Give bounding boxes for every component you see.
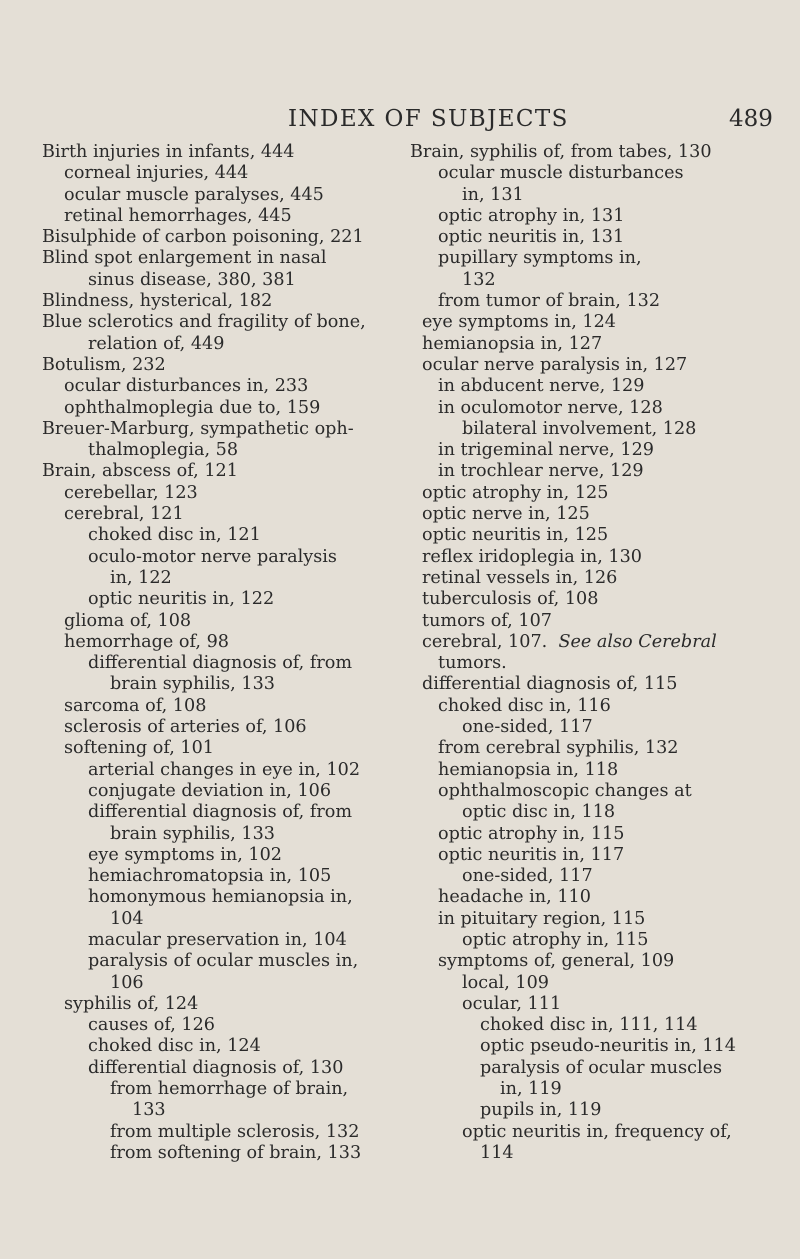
index-entry-text: optic neuritis in, frequency of, <box>462 1121 732 1142</box>
index-entry <box>42 504 387 525</box>
index-entry-text: in trigeminal nerve, 129 <box>438 440 654 461</box>
index-entry <box>410 632 770 653</box>
index-entry <box>410 483 770 504</box>
index-entry <box>42 547 387 568</box>
index-entry <box>410 887 770 908</box>
index-entry-text: choked disc in, 116 <box>438 695 611 716</box>
index-entry-text: sarcoma of, 108 <box>64 695 207 716</box>
index-entry <box>410 163 770 184</box>
index-entry-text: sclerosis of arteries of, 106 <box>64 717 307 738</box>
index-entry <box>410 1079 770 1100</box>
index-entry-text: paralysis of ocular muscles in, <box>88 951 359 972</box>
index-entry-text: 106 <box>110 972 144 993</box>
index-entry <box>410 419 770 440</box>
index-entry-text: cerebral, 121 <box>64 504 184 525</box>
right-index-column <box>410 142 770 1164</box>
index-entry <box>42 291 387 312</box>
index-entry <box>42 781 387 802</box>
index-entry <box>410 738 770 759</box>
page-header <box>0 106 800 136</box>
index-entry <box>410 824 770 845</box>
index-entry-text: relation of, 449 <box>88 333 225 354</box>
index-entry-text: Blind spot enlargement in nasal <box>42 248 327 269</box>
index-entry <box>410 525 770 546</box>
index-entry-text: glioma of, 108 <box>64 610 192 631</box>
index-entry-text: in pituitary region, 115 <box>438 908 646 929</box>
index-entry <box>42 525 387 546</box>
index-entry-text: optic neuritis in, 122 <box>88 589 275 610</box>
index-entry <box>410 142 770 163</box>
index-entry-text: ocular nerve paralysis in, 127 <box>422 354 688 375</box>
index-entry-text: conjugate deviation in, 106 <box>88 780 332 801</box>
index-entry <box>42 312 387 333</box>
index-entry <box>42 909 387 930</box>
index-entry <box>42 611 387 632</box>
index-entry <box>410 589 770 610</box>
index-entry <box>42 419 387 440</box>
index-entry-text: hemorrhage of, 98 <box>64 631 229 652</box>
index-entry <box>410 845 770 866</box>
left-index-column <box>42 142 387 1164</box>
index-entry-text: optic disc in, 118 <box>462 802 616 823</box>
index-entry <box>42 632 387 653</box>
index-entry <box>410 334 770 355</box>
index-entry <box>42 1100 387 1121</box>
index-entry-text: differential diagnosis of, 115 <box>422 674 678 695</box>
index-entry <box>42 461 387 482</box>
index-entry <box>42 1015 387 1036</box>
index-entry-text: in trochlear nerve, 129 <box>438 461 644 482</box>
index-entry <box>410 674 770 695</box>
index-entry-text: pupils in, 119 <box>480 1100 602 1121</box>
index-entry <box>42 440 387 461</box>
index-entry <box>410 781 770 802</box>
index-entry <box>42 696 387 717</box>
index-entry <box>42 887 387 908</box>
index-entry <box>42 653 387 674</box>
index-entry-text: Botulism, 232 <box>42 354 166 375</box>
index-entry-text: arterial changes in eye in, 102 <box>88 759 361 780</box>
index-entry <box>42 1036 387 1057</box>
index-entry <box>410 1036 770 1057</box>
index-entry <box>410 866 770 887</box>
index-entry-text: tumors of, 107 <box>422 610 552 631</box>
index-entry <box>410 1122 770 1143</box>
index-entry-text: Breuer-Marburg, sympathetic oph- <box>42 418 354 439</box>
index-entry <box>42 270 387 291</box>
index-entry-text: optic nerve in, 125 <box>422 504 590 525</box>
index-entry-text: local, 109 <box>462 972 549 993</box>
index-entry <box>410 227 770 248</box>
index-entry-text: cerebral, 107. <box>422 631 548 652</box>
index-entry-text: hemianopsia in, 127 <box>422 333 603 354</box>
index-entry-text: syphilis of, 124 <box>64 993 199 1014</box>
index-entry <box>410 653 770 674</box>
index-entry-text: thalmoplegia, 58 <box>88 440 239 461</box>
index-entry <box>410 973 770 994</box>
index-entry-text: homonymous hemianopsia in, <box>88 887 353 908</box>
index-entry <box>42 866 387 887</box>
index-entry-text: optic pseudo-neuritis in, 114 <box>480 1036 736 1057</box>
index-entry-text: cerebellar, 123 <box>64 482 198 503</box>
index-entry-text: paralysis of ocular muscles <box>480 1057 723 1078</box>
index-entry <box>410 248 770 269</box>
index-entry <box>42 930 387 951</box>
index-entry <box>42 589 387 610</box>
index-entry <box>410 760 770 781</box>
index-entry-text: tuberculosis of, 108 <box>422 589 599 610</box>
index-entry <box>42 248 387 269</box>
index-entry-text: Blue sclerotics and fragility of bone, <box>42 312 366 333</box>
index-entry <box>410 504 770 525</box>
index-entry-text: symptoms of, general, 109 <box>438 951 675 972</box>
index-entry <box>410 951 770 972</box>
index-entry-text: eye symptoms in, 124 <box>422 312 616 333</box>
index-entry-text: brain syphilis, 133 <box>110 674 275 695</box>
index-entry <box>42 185 387 206</box>
index-entry <box>410 440 770 461</box>
index-entry <box>410 291 770 312</box>
index-entry <box>410 696 770 717</box>
index-entry-text: in, 131 <box>462 184 524 205</box>
index-entry <box>42 1143 387 1164</box>
index-entry <box>42 1058 387 1079</box>
index-entry <box>410 185 770 206</box>
index-entry <box>410 611 770 632</box>
index-entry <box>42 760 387 781</box>
page-number: 489 <box>729 106 773 132</box>
index-entry-text: sinus disease, 380, 381 <box>88 269 296 290</box>
index-entry-text: ophthalmoplegia due to, 159 <box>64 397 321 418</box>
index-entry-text: 132 <box>462 269 496 290</box>
index-entry <box>42 973 387 994</box>
index-entry-text: in, 122 <box>110 567 172 588</box>
index-entry <box>42 398 387 419</box>
index-entry <box>410 1015 770 1036</box>
index-entry <box>410 909 770 930</box>
index-entry-text: hemiachromatopsia in, 105 <box>88 866 332 887</box>
index-entry-text: tumors. <box>438 653 507 674</box>
index-entry <box>42 951 387 972</box>
index-entry <box>410 461 770 482</box>
index-entry <box>42 483 387 504</box>
index-entry-text: from tumor of brain, 132 <box>438 291 661 312</box>
index-entry-text: optic neuritis in, 125 <box>422 525 609 546</box>
index-entry-text: bilateral involvement, 128 <box>462 418 697 439</box>
index-entry-text: oculo-motor nerve paralysis <box>88 546 337 567</box>
index-entry <box>42 142 387 163</box>
index-entry-text: differential diagnosis of, from <box>88 802 353 823</box>
index-entry-text: 133 <box>132 1100 166 1121</box>
index-entry <box>410 994 770 1015</box>
index-entry-text: differential diagnosis of, from <box>88 653 353 674</box>
index-entry-text: from multiple sclerosis, 132 <box>110 1121 360 1142</box>
index-entry-text: Bisulphide of carbon poisoning, 221 <box>42 227 364 248</box>
index-entry <box>42 994 387 1015</box>
index-entry <box>410 398 770 419</box>
index-entry-text: in, 119 <box>500 1079 562 1100</box>
index-entry <box>410 376 770 397</box>
index-entry-text: eye symptoms in, 102 <box>88 844 282 865</box>
index-entry-text: ocular muscle disturbances <box>438 163 684 184</box>
index-entry-text: causes of, 126 <box>88 1015 215 1036</box>
index-entry-text: choked disc in, 121 <box>88 525 261 546</box>
index-entry <box>42 1122 387 1143</box>
index-entry <box>42 334 387 355</box>
index-entry-text: differential diagnosis of, 130 <box>88 1057 344 1078</box>
index-entry-text: pupillary symptoms in, <box>438 248 642 269</box>
index-entry-text: optic atrophy in, 125 <box>422 482 609 503</box>
index-entry-text: choked disc in, 111, 114 <box>480 1015 698 1036</box>
index-entry-text: from cerebral syphilis, 132 <box>438 738 679 759</box>
index-entry <box>410 206 770 227</box>
index-entry <box>42 674 387 695</box>
index-entry <box>42 802 387 823</box>
index-entry-text: retinal hemorrhages, 445 <box>64 205 292 226</box>
index-entry-text: from softening of brain, 133 <box>110 1142 362 1163</box>
index-entry-text: reflex iridoplegia in, 130 <box>422 546 642 567</box>
index-entry-text: macular preservation in, 104 <box>88 929 347 950</box>
index-entry <box>42 824 387 845</box>
index-entry-text: ophthalmoscopic changes at <box>438 780 692 801</box>
index-entry-text: in oculomotor nerve, 128 <box>438 397 663 418</box>
index-entry <box>410 547 770 568</box>
index-entry-text: corneal injuries, 444 <box>64 163 249 184</box>
page-title: INDEX OF SUBJECTS <box>288 106 569 132</box>
index-entry-text: optic atrophy in, 115 <box>438 823 625 844</box>
index-entry <box>410 355 770 376</box>
index-entry-text: from hemorrhage of brain, <box>110 1079 349 1100</box>
index-entry-text: optic atrophy in, 131 <box>438 205 625 226</box>
index-entry <box>410 1058 770 1079</box>
index-entry <box>410 930 770 951</box>
index-entry <box>42 845 387 866</box>
index-entry <box>42 568 387 589</box>
index-entry <box>410 312 770 333</box>
index-entry-text: brain syphilis, 133 <box>110 823 275 844</box>
index-entry <box>42 355 387 376</box>
index-entry-text: ocular muscle paralyses, 445 <box>64 184 324 205</box>
index-entry-text: Blindness, hysterical, 182 <box>42 291 273 312</box>
index-entry <box>42 227 387 248</box>
index-entry-text: ocular disturbances in, 233 <box>64 376 309 397</box>
index-entry-text: 114 <box>480 1142 514 1163</box>
index-entry <box>410 270 770 291</box>
index-entry <box>42 738 387 759</box>
index-entry <box>410 1143 770 1164</box>
index-entry-text: Brain, syphilis of, from tabes, 130 <box>410 142 712 162</box>
see-also-reference: See also Cerebral <box>558 631 717 652</box>
index-entry-text: one-sided, 117 <box>462 717 593 738</box>
index-entry <box>42 717 387 738</box>
index-entry <box>42 163 387 184</box>
index-entry <box>42 376 387 397</box>
index-entry-text: optic neuritis in, 117 <box>438 844 625 865</box>
index-entry-text: optic atrophy in, 115 <box>462 929 649 950</box>
index-entry-text: choked disc in, 124 <box>88 1036 261 1057</box>
index-entry-text: retinal vessels in, 126 <box>422 567 618 588</box>
index-entry-text: hemianopsia in, 118 <box>438 759 619 780</box>
index-entry <box>410 1100 770 1121</box>
index-entry <box>42 206 387 227</box>
index-entry-text: optic neuritis in, 131 <box>438 227 625 248</box>
index-entry-text: Brain, abscess of, 121 <box>42 461 238 482</box>
index-entry-text: 104 <box>110 908 144 929</box>
index-entry <box>410 568 770 589</box>
index-entry-text: in abducent nerve, 129 <box>438 376 645 397</box>
index-entry-text: ocular, 111 <box>462 993 562 1014</box>
index-entry-text: softening of, 101 <box>64 738 215 759</box>
index-entry-text: headache in, 110 <box>438 887 591 908</box>
index-entry <box>410 717 770 738</box>
index-entry-text: one-sided, 117 <box>462 866 593 887</box>
index-entry-text: Birth injuries in infants, 444 <box>42 142 295 162</box>
index-entry <box>42 1079 387 1100</box>
index-entry <box>410 802 770 823</box>
